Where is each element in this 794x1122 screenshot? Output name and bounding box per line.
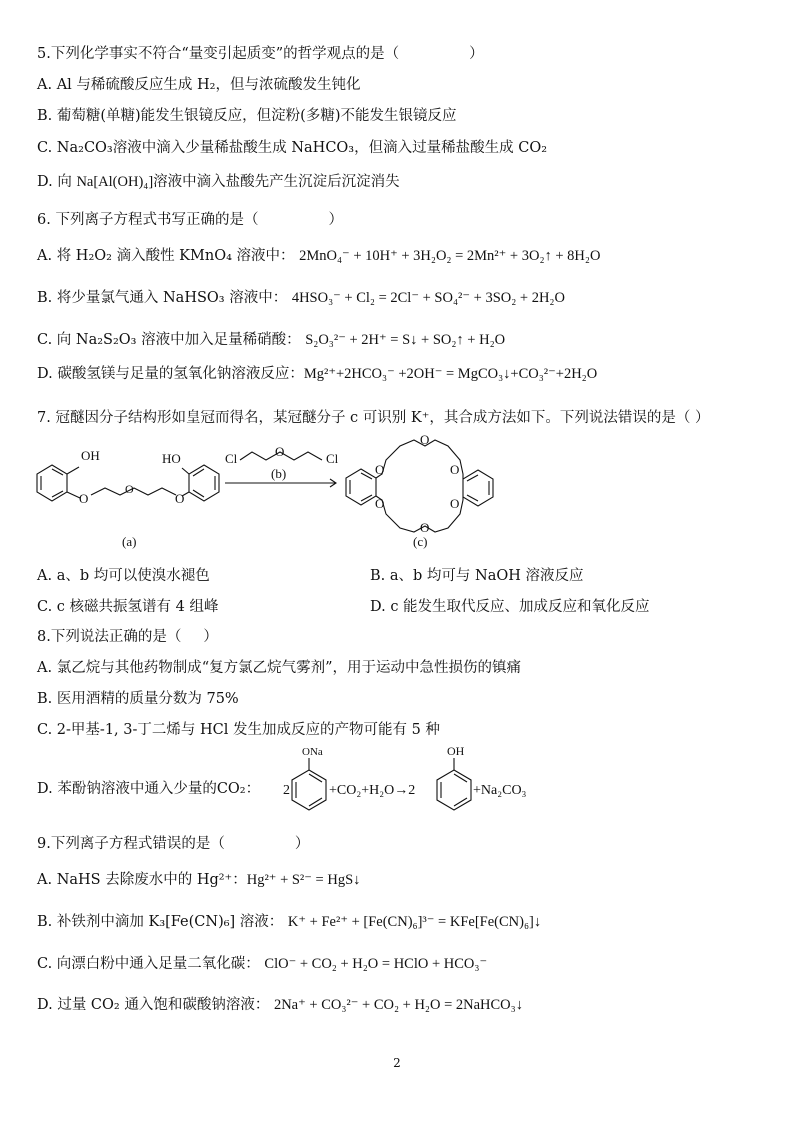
q9-stem: 9.下列离子方程式错误的是（ ）: [37, 836, 310, 852]
o-label: O: [450, 496, 460, 511]
compound-a-label: (a): [122, 534, 137, 549]
q5-d-formula: Na[Al(OH)₄]: [76, 174, 154, 190]
q7-stem: 7. 冠醚因分子结构形如皇冠而得名，某冠醚分子 c 可识别 K⁺，其合成方法如下。下列说法错误的是（ ）: [37, 410, 710, 426]
q5-option-a: A. Al 与稀硫酸反应生成 H₂，但与浓硫酸发生钝化: [37, 77, 361, 93]
benzene-ring-phenol: [437, 770, 471, 810]
q7-option-c: C. c 核磁共振氢谱有 4 组峰: [37, 599, 219, 615]
o-label: O: [450, 462, 460, 477]
q9-option-b: B. 补铁剂中滴加 K₃[Fe(CN)₆] 溶液： K⁺ + Fe²⁺ + [Fe(CN)₆]³⁻ = KFe[Fe(CN)₆]↓: [37, 914, 542, 930]
oh-label: OH: [81, 448, 100, 463]
reaction-end-text: +Na₂CO₃: [473, 783, 527, 798]
o-label: O: [175, 491, 185, 506]
q5-option-b: B. 葡萄糖(单糖)能发生银镜反应，但淀粉(多糖)不能发生银镜反应: [37, 108, 457, 124]
q6-option-a: A. 将 H₂O₂ 滴入酸性 KMnO₄ 溶液中： 2MnO₄⁻ + 10H⁺ + 3H₂O₂ = 2Mn²⁺ + 3O₂↑ + 8H₂O: [37, 248, 601, 264]
q8-stem: 8.下列说法正确的是（ ）: [37, 629, 218, 645]
o-label: O: [275, 444, 285, 459]
q5-option-c: C. Na₂CO₃溶液中滴入少量稀盐酸生成 NaHCO₃，但滴入过量稀盐酸生成 CO₂: [37, 140, 548, 156]
o-label: O: [125, 482, 134, 496]
q7-option-b: B. a、b 均可与 NaOH 溶液反应: [370, 568, 584, 584]
ho-label: HO: [162, 451, 181, 466]
compound-c-label: (c): [413, 534, 428, 549]
q8-option-c: C. 2-甲基-1, 3-丁二烯与 HCl 发生加成反应的产物可能有 5 种: [37, 722, 440, 738]
q8-option-d-label: D. 苯酚钠溶液中通入少量的CO₂：: [37, 781, 261, 797]
q8-option-b: B. 医用酒精的质量分数为 75%: [37, 691, 239, 707]
q6-b-equation: 4HSO₃⁻ + Cl₂ = 2Cl⁻ + SO₄²⁻ + 3SO₂ + 2H₂O: [291, 290, 565, 306]
o-label: O: [375, 496, 385, 511]
ona-label: ONa: [302, 746, 323, 758]
q9-b-equation: K⁺ + Fe²⁺ + [Fe(CN)₆]³⁻ = KFe[Fe(CN)₆]↓: [287, 914, 542, 930]
q9-option-c: C. 向漂白粉中通入足量二氧化碳： ClO⁻ + CO₂ + H₂O = HClO + HCO₃⁻: [37, 956, 488, 972]
q6-c-equation: S₂O₃²⁻ + 2H⁺ = S↓ + SO₂↑ + H₂O: [305, 332, 506, 348]
q6-option-b: B. 将少量氯气通入 NaHSO₃ 溶液中： 4HSO₃⁻ + Cl₂ = 2Cl⁻ + SO₄²⁻ + 3SO₂ + 2H₂O: [37, 290, 565, 306]
q6-stem: 6. 下列离子方程式书写正确的是（ ）: [37, 212, 343, 228]
q6-d-equation: Mg²⁺+2HCO₃⁻ +2OH⁻ = MgCO₃↓+CO₃²⁻+2H₂O: [303, 366, 598, 382]
q7-option-d: D. c 能发生取代反应、加成反应和氧化反应: [370, 599, 650, 615]
o-label: O: [79, 491, 89, 506]
reaction-middle-text: +CO₂+H₂O→2: [329, 783, 416, 798]
q9-option-d: D. 过量 CO₂ 通入饱和碳酸钠溶液： 2Na⁺ + CO₃²⁻ + CO₂ + H₂O = 2NaHCO₃↓: [37, 997, 523, 1013]
cl-label: Cl: [225, 451, 238, 466]
q9-option-a: A. NaHS 去除废水中的 Hg²⁺：Hg²⁺ + S²⁻ = HgS↓: [37, 872, 361, 888]
phenoxide-reaction: [280, 742, 540, 826]
q7-option-a: A. a、b 均可以使溴水褪色: [37, 568, 210, 584]
page-number: 2: [393, 1056, 401, 1070]
q6-option-d: D. 碳酸氢镁与足量的氢氧化钠溶液反应：Mg²⁺+2HCO₃⁻ +2OH⁻ = MgCO₃↓+CO₃²⁻+2H₂O: [37, 366, 598, 382]
q5-option-d: D. 向 Na[Al(OH)₄]溶液中滴入盐酸先产生沉淀后沉淀消失: [37, 174, 400, 190]
benzene-ring-phenoxide: [292, 770, 326, 810]
oh-label: OH: [447, 744, 465, 758]
q9-d-equation: 2Na⁺ + CO₃²⁻ + CO₂ + H₂O = 2NaHCO₃↓: [273, 997, 523, 1013]
o-label: O: [420, 432, 430, 447]
o-label: O: [420, 520, 430, 535]
o-label: O: [375, 462, 385, 477]
crown-ether-synthesis-scheme: [30, 432, 510, 556]
coefficient-label: 2: [283, 783, 290, 798]
q9-a-equation: Hg²⁺ + S²⁻ = HgS↓: [246, 872, 361, 888]
q8-option-a: A. 氯乙烷与其他药物制成“复方氯乙烷气雾剂”，用于运动中急性损伤的镇痛: [37, 660, 522, 676]
q6-a-equation: 2MnO₄⁻ + 10H⁺ + 3H₂O₂ = 2Mn²⁺ + 3O₂↑ + 8H₂O: [299, 248, 601, 264]
reagent-b-label: (b): [271, 466, 287, 481]
cl-label: Cl: [326, 451, 339, 466]
q5-stem: 5.下列化学事实不符合“量变引起质变”的哲学观点的是（ ）: [37, 46, 484, 62]
q9-c-equation: ClO⁻ + CO₂ + H₂O = HClO + HCO₃⁻: [264, 956, 488, 972]
q6-option-c: C. 向 Na₂S₂O₃ 溶液中加入足量稀硝酸： S₂O₃²⁻ + 2H⁺ = S↓ + SO₂↑ + H₂O: [37, 332, 506, 348]
